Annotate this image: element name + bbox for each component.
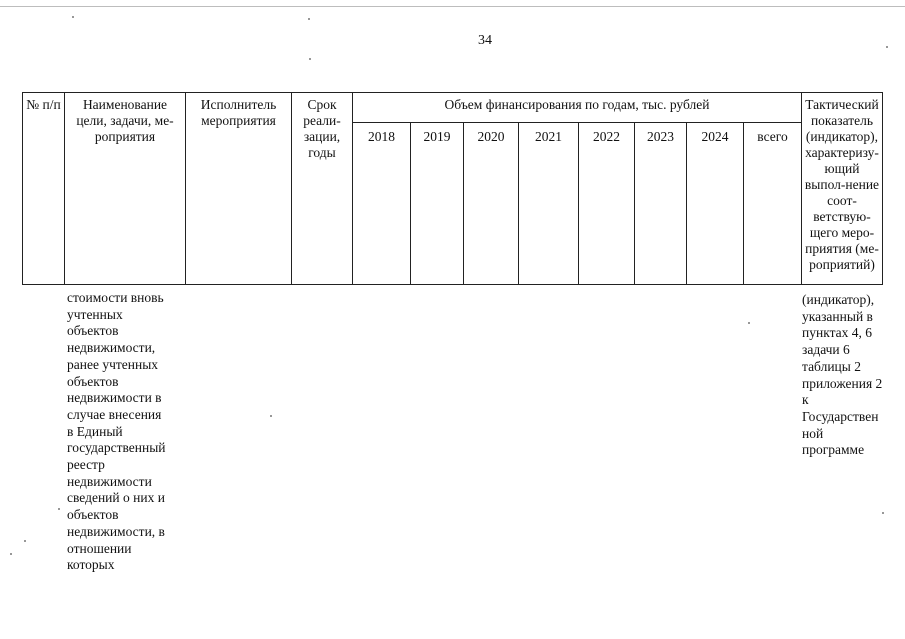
- name-line: государственный: [67, 440, 166, 456]
- name-line: объектов: [67, 507, 119, 523]
- scan-speck: [10, 553, 12, 555]
- col-header-financing: Объем финансирования по годам, тыс. рублей: [353, 93, 802, 123]
- year-header-2020: 2020: [464, 123, 519, 285]
- col-header-num: № п/п: [23, 93, 65, 285]
- year-header-2021: 2021: [519, 123, 579, 285]
- page-number: 34: [478, 33, 492, 48]
- indicator-line: таблицы 2: [802, 358, 861, 374]
- indicator-line: задачи 6: [802, 342, 850, 358]
- name-line: отношении: [67, 540, 132, 556]
- indicator-continuation: [802, 292, 898, 459]
- name-line: в Единый: [67, 423, 123, 439]
- name-line: которых: [67, 557, 115, 573]
- measure-name-continuation: [67, 290, 183, 574]
- name-line: случае внесения: [67, 406, 162, 422]
- indicator-line: к: [802, 392, 809, 408]
- year-header-2023: 2023: [635, 123, 687, 285]
- scan-speck: [748, 322, 750, 324]
- scan-speck: [58, 508, 60, 510]
- col-header-indicator: Тактический показатель (индикатор), характеризу-ющий выпол-нение соот-ветствую-щего меро-приятия (ме-роприятий): [802, 93, 883, 285]
- name-line: недвижимости: [67, 473, 152, 489]
- name-line: реестр: [67, 457, 105, 473]
- scan-speck: [270, 415, 272, 417]
- indicator-line: Государствен: [802, 408, 879, 424]
- year-header-2019: 2019: [411, 123, 464, 285]
- scan-top-rule: [0, 0, 905, 7]
- name-line: объектов: [67, 373, 119, 389]
- scan-speck: [308, 18, 310, 20]
- col-header-executor: Исполнитель мероприятия: [186, 93, 292, 285]
- indicator-line: (индикатор),: [802, 292, 875, 307]
- year-header-total: всего: [744, 123, 802, 285]
- indicator-line: указанный в: [802, 308, 873, 324]
- indicator-line: программе: [802, 442, 865, 458]
- scan-speck: [886, 46, 888, 48]
- scan-speck: [882, 512, 884, 514]
- indicator-line: приложения 2: [802, 375, 883, 391]
- col-header-term: Срок реали-зации, годы: [292, 93, 353, 285]
- col-header-name: Наименование цели, задачи, ме-роприятия: [65, 93, 186, 285]
- scan-speck: [72, 16, 74, 18]
- name-line: учтенных: [67, 306, 123, 322]
- indicator-line: пунктах 4, 6: [802, 325, 873, 341]
- name-line: недвижимости в: [67, 390, 162, 406]
- name-line: ранее учтенных: [67, 356, 159, 372]
- financing-table-header: [22, 92, 883, 285]
- indicator-line: ной: [802, 425, 824, 441]
- scan-speck: [24, 540, 26, 542]
- name-line: сведений о них и: [67, 490, 165, 506]
- name-line: стоимости вновь: [67, 290, 164, 305]
- year-header-2022: 2022: [579, 123, 635, 285]
- name-line: объектов: [67, 323, 119, 339]
- name-line: недвижимости, в: [67, 523, 165, 539]
- year-header-2024: 2024: [687, 123, 744, 285]
- year-header-2018: 2018: [353, 123, 411, 285]
- name-line: недвижимости,: [67, 340, 156, 356]
- scan-speck: [309, 58, 311, 60]
